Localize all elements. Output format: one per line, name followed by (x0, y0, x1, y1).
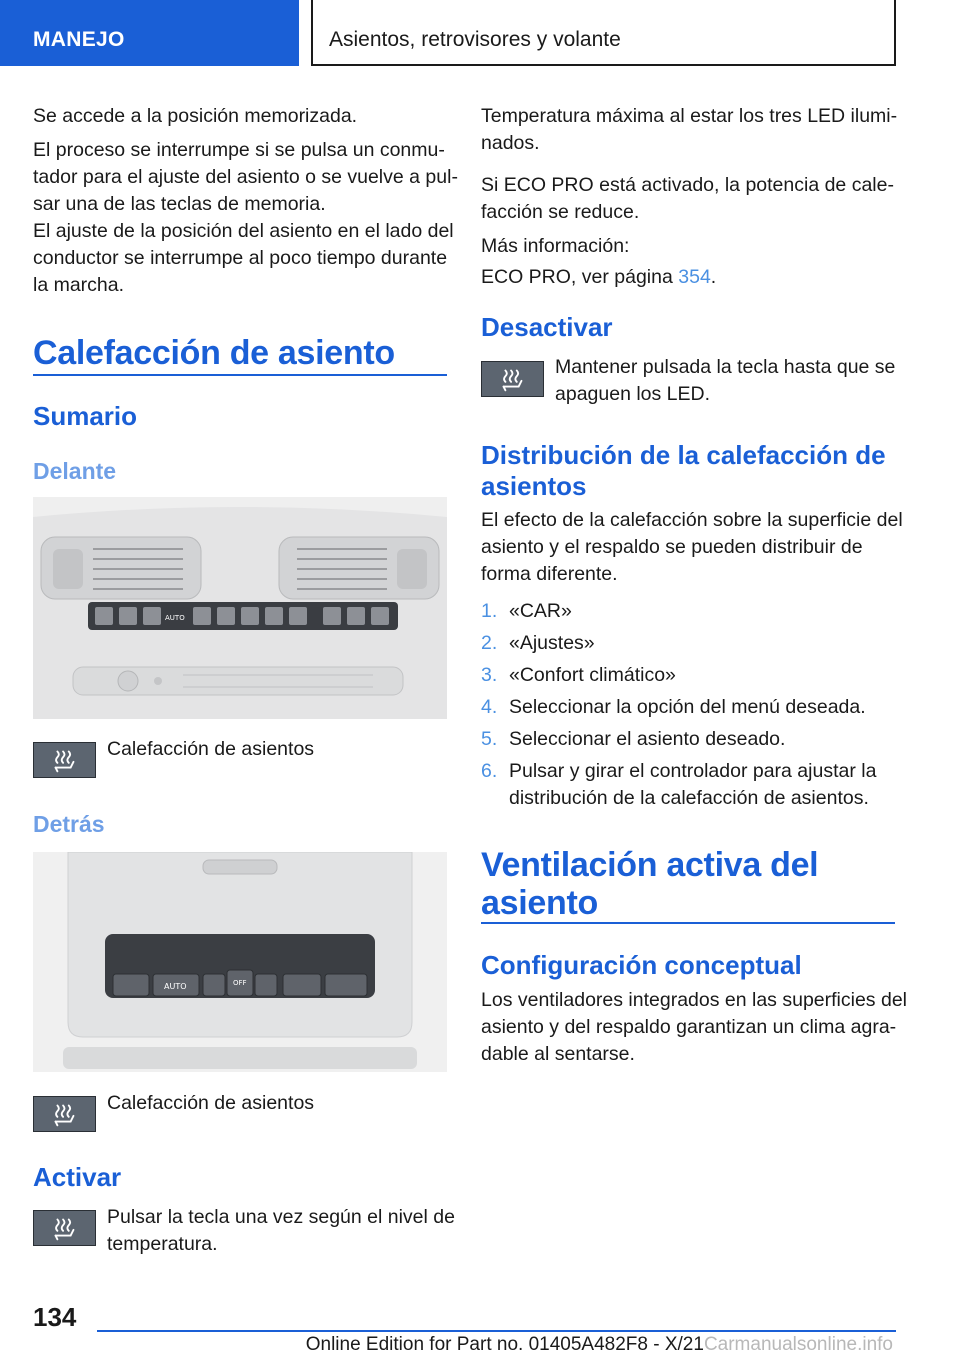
heading-ventilacion-l1: Ventilación activa del (481, 846, 819, 884)
step-text: «Ajustes» (509, 632, 595, 654)
paragraph-more-info: Más información: (481, 235, 630, 257)
front-caption: Calefacción de asientos (107, 738, 315, 760)
paragraph-driver-l3: la marcha. (33, 274, 125, 296)
watermark: Carmanualsonline.info (703, 1334, 893, 1355)
distribucion-text-l2: asiento y el respaldo se pueden distribuir de (481, 536, 863, 558)
activar-text-l2: temperatura. (107, 1233, 218, 1255)
rear-auto-label: AUTO (164, 982, 187, 991)
heading-activar: Activar (33, 1162, 122, 1192)
distribucion-text-l3: forma diferente. (481, 563, 618, 585)
front-auto-label: AUTO (165, 614, 185, 622)
section-title: MANEJO (33, 28, 125, 51)
step-text: Pulsar y girar el controlador para ajustar la (509, 760, 877, 782)
seat-heating-icon (481, 361, 544, 397)
step-number: 2. (481, 632, 498, 654)
distribucion-text-l1: El efecto de la calefacción sobre la superficie del (481, 509, 903, 531)
section-tab (0, 0, 299, 66)
heading-desactivar: Desactivar (481, 312, 613, 342)
paragraph-interrupt-l3: sar una de las teclas de memoria. (33, 193, 326, 215)
step-text-continued: distribución de la calefacción de asientos. (509, 787, 869, 809)
paragraph-interrupt-l2: tador para el ajuste del asiento o se vuelve a pul‐ (33, 166, 458, 188)
paragraph-eco-pro-l2: facción se reduce. (481, 201, 640, 223)
heading-configuracion: Configuración conceptual (481, 950, 802, 980)
paragraph-driver-l1: El ajuste de la posición del asiento en el lado del (33, 220, 454, 242)
chapter-header (311, 0, 896, 66)
heading-ventilacion-l2: asiento (481, 884, 598, 922)
desactivar-text-l1: Mantener pulsada la tecla hasta que se (555, 356, 896, 378)
step-text: «Confort climático» (509, 664, 676, 686)
seat-heating-icon (33, 1210, 96, 1246)
paragraph-eco-pro-ref: ECO PRO, ver página 354. (481, 266, 717, 288)
paragraph-max-temp-l2: nados. (481, 132, 540, 154)
heading-delante: Delante (33, 458, 117, 484)
page-number: 134 (33, 1302, 77, 1332)
seat-heating-icon (33, 742, 96, 778)
heading-distribucion-l2: asientos (481, 471, 587, 501)
configuracion-text-l1: Los ventiladores integrados en las superficies del (481, 989, 908, 1011)
step-number: 6. (481, 760, 498, 782)
configuracion-text-l3: dable al sentarse. (481, 1043, 635, 1065)
rear-off-label: OFF (233, 979, 247, 987)
chapter-title: Asientos, retrovisores y volante (329, 28, 621, 51)
step-text: Seleccionar el asiento deseado. (509, 728, 786, 750)
paragraph-eco-pro-l1: Si ECO PRO está activado, la potencia de cale‐ (481, 174, 894, 196)
step-number: 3. (481, 664, 498, 686)
rear-climate-panel-image (33, 852, 447, 1072)
paragraph-memory-position: Se accede a la posición memorizada. (33, 105, 358, 127)
heading-distribucion-l1: Distribución de la calefacción de (481, 440, 886, 470)
activar-text-l1: Pulsar la tecla una vez según el nivel de (107, 1206, 455, 1228)
heading-underline (481, 922, 895, 924)
step-text: «CAR» (509, 600, 572, 622)
footer-edition: Online Edition for Part no. 01405A482F8 - X/21Carmanualsonline.info (305, 1334, 893, 1355)
seat-heating-icon (33, 1096, 96, 1132)
page-link-354[interactable]: 354 (678, 266, 711, 288)
paragraph-max-temp-l1: Temperatura máxima al estar los tres LED ilumi‐ (481, 105, 898, 127)
step-number: 1. (481, 600, 498, 622)
heading-sumario: Sumario (33, 401, 138, 431)
paragraph-driver-l2: conductor se interrumpe al poco tiempo durante (33, 247, 448, 269)
configuracion-text-l2: asiento y del respaldo garantizan un clima agra‐ (481, 1016, 897, 1038)
step-text: Seleccionar la opción del menú deseada. (509, 696, 866, 718)
rear-caption: Calefacción de asientos (107, 1092, 315, 1114)
footer-rule (97, 1330, 896, 1332)
paragraph-interrupt-l1: El proceso se interrumpe si se pulsa un conmu‐ (33, 139, 445, 161)
heading-seat-heating: Calefacción de asiento (33, 334, 395, 372)
step-number: 4. (481, 696, 498, 718)
front-climate-panel-image (33, 497, 447, 719)
heading-underline (33, 374, 447, 376)
step-number: 5. (481, 728, 498, 750)
heading-detras: Detrás (33, 811, 105, 837)
desactivar-text-l2: apaguen los LED. (555, 383, 711, 405)
